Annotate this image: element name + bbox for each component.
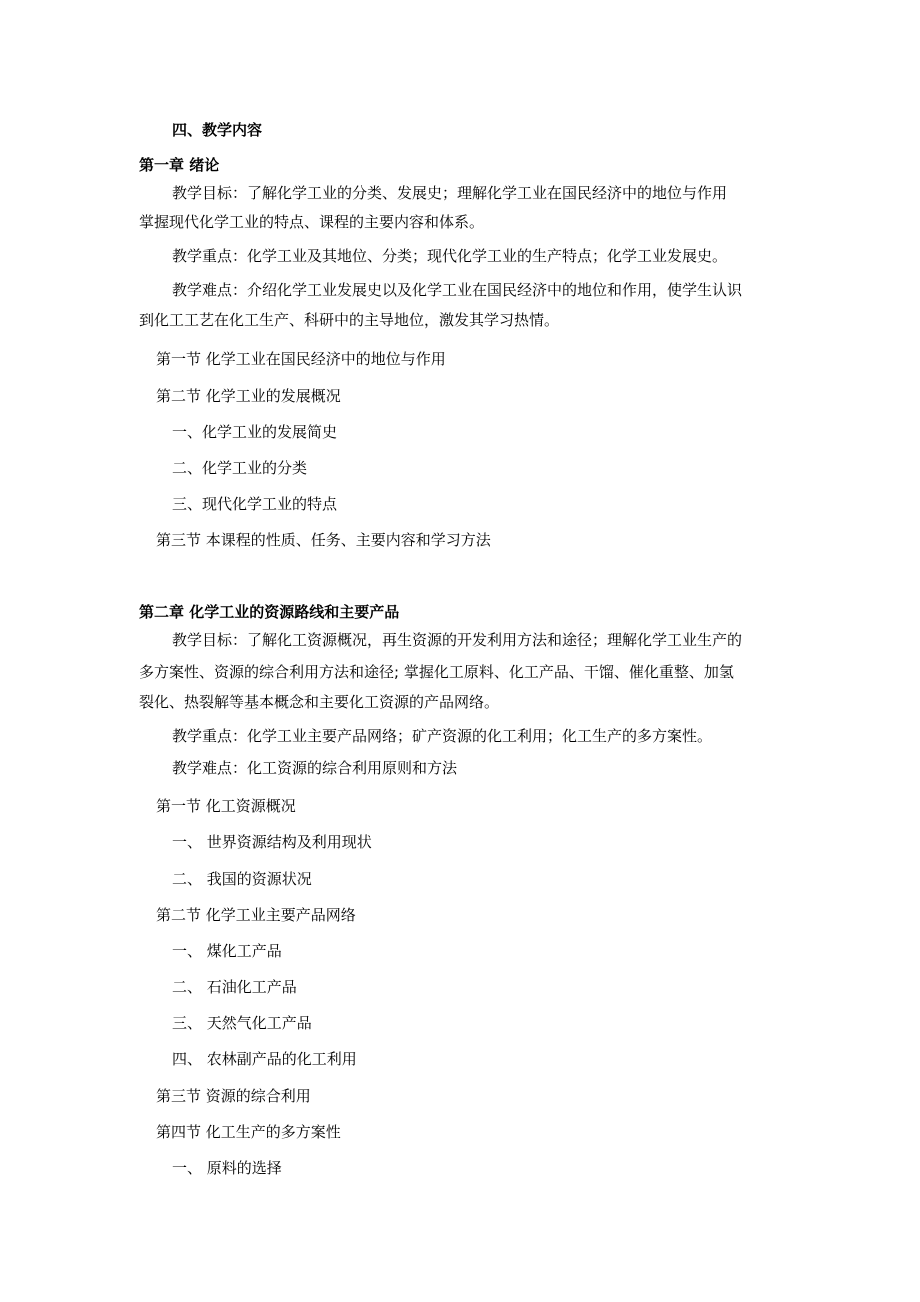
chapter-1-subsection-1: 一、化学工业的发展简史 [172,423,338,441]
chapter-2-section-4: 第四节 化工生产的多方案性 [156,1123,341,1141]
chapter-2-subsection-4-1: 一、 原料的选择 [172,1159,282,1177]
chapter-1-section-1: 第一节 化学工业在国民经济中的地位与作用 [156,350,446,368]
chapter-2-section-2: 第二节 化学工业主要产品网络 [156,906,356,924]
chapter-1-objective-line-1: 教学目标：了解化学工业的分类、发展史；理解化学工业在国民经济中的地位与作用 [172,184,728,202]
chapter-1-title: 第一章 绪论 [139,156,220,174]
chapter-1-key-points: 教学重点：化学工业及其地位、分类；现代化学工业的生产特点；化学工业发展史。 [172,247,728,265]
chapter-1-subsection-3: 三、现代化学工业的特点 [172,495,338,513]
chapter-1-difficulties-line-2: 到化工工艺在化工生产、科研中的主导地位，激发其学习热情。 [139,311,560,329]
chapter-2-subsection-2-1: 一、 煤化工产品 [172,942,282,960]
chapter-2-subsection-1-1: 一、 世界资源结构及利用现状 [172,833,372,851]
chapter-2-key-points: 教学重点：化学工业主要产品网络；矿产资源的化工利用；化工生产的多方案性。 [172,727,713,745]
chapter-2-subsection-2-4: 四、 农林副产品的化工利用 [172,1050,357,1068]
chapter-1-subsection-2: 二、化学工业的分类 [172,459,308,477]
chapter-2-subsection-2-2: 二、 石油化工产品 [172,978,297,996]
chapter-2-subsection-1-2: 二、 我国的资源状况 [172,870,312,888]
chapter-1-section-3: 第三节 本课程的性质、任务、主要内容和学习方法 [156,531,491,549]
chapter-1-objective-line-2: 掌握现代化学工业的特点、课程的主要内容和体系。 [139,213,485,231]
chapter-2-objective-line-2: 多方案性、资源的综合利用方法和途径; 掌握化工原料、化工产品、干馏、催化重整、加氢 [139,663,734,681]
chapter-2-difficulties: 教学难点：化工资源的综合利用原则和方法 [172,759,458,777]
chapter-2-objective-line-3: 裂化、热裂解等基本概念和主要化工资源的产品网络。 [139,693,500,711]
section-heading: 四、教学内容 [172,121,263,139]
chapter-2-title: 第二章 化学工业的资源路线和主要产品 [139,603,400,621]
chapter-2-objective-line-1: 教学目标：了解化工资源概况，再生资源的开发利用方法和途径；理解化学工业生产的 [172,631,743,649]
chapter-1-section-2: 第二节 化学工业的发展概况 [156,387,341,405]
chapter-1-difficulties-line-1: 教学难点：介绍化学工业发展史以及化学工业在国民经济中的地位和作用，使学生认识 [172,281,743,299]
chapter-2-section-3: 第三节 资源的综合利用 [156,1087,311,1105]
chapter-2-subsection-2-3: 三、 天然气化工产品 [172,1014,312,1032]
chapter-2-section-1: 第一节 化工资源概况 [156,797,296,815]
